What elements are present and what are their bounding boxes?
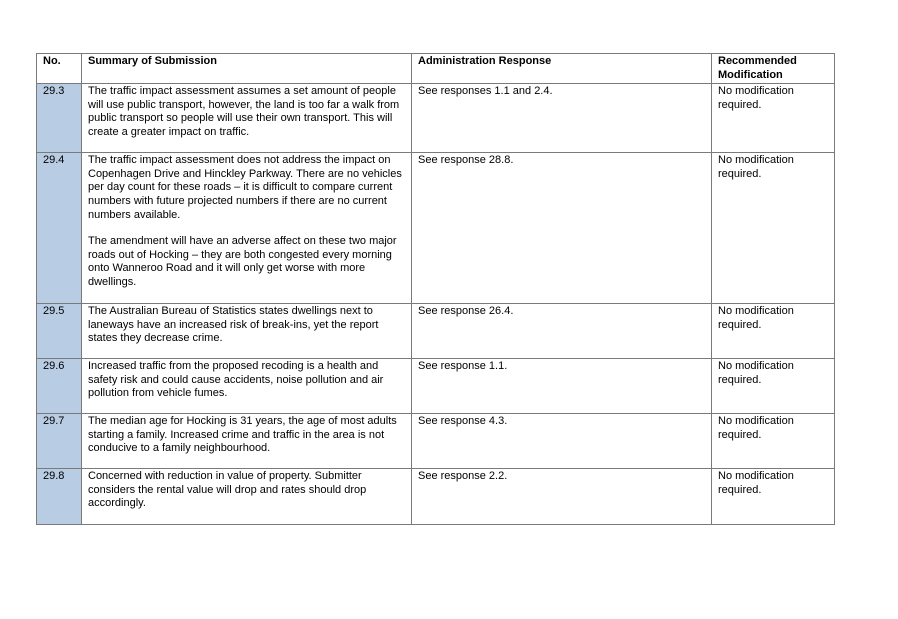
summary-paragraph: The amendment will have an adverse affect on these two major roads out of Hocking – they are both congested every morning onto Wanneroo Road and it will only get worse with more dwellings. — [88, 235, 397, 288]
submissions-table — [36, 53, 835, 525]
table-row — [37, 359, 835, 414]
submission-number: 29.8 — [37, 469, 82, 525]
summary-paragraph: The traffic impact assessment assumes a set amount of people will use public transport, however, the land is too far a walk from public transport so people will use their own transport. This will create a greater impact on traffic. — [88, 85, 400, 138]
submission-summary — [82, 414, 412, 469]
header-modification: Recommended Modification — [712, 54, 835, 84]
submission-number: 29.5 — [37, 304, 82, 359]
administration-response: See response 28.8. — [412, 153, 712, 304]
submission-summary — [82, 469, 412, 525]
submission-number: 29.7 — [37, 414, 82, 469]
administration-response: See response 2.2. — [412, 469, 712, 525]
administration-response: See response 4.3. — [412, 414, 712, 469]
summary-paragraph: The traffic impact assessment does not address the impact on Copenhagen Drive and Hinckley Parkway. There are no vehicles per day count for these roads – it is difficult to compare current numbers with future projected numbers if there are no current numbers available. — [88, 154, 402, 221]
table-header-row — [37, 54, 835, 84]
submission-summary — [82, 359, 412, 414]
recommended-modification: No modification required. — [712, 359, 835, 414]
submission-summary — [82, 84, 412, 153]
recommended-modification: No modification required. — [712, 304, 835, 359]
table-row — [37, 304, 835, 359]
header-response: Administration Response — [412, 54, 712, 84]
recommended-modification: No modification required. — [712, 469, 835, 525]
administration-response: See response 26.4. — [412, 304, 712, 359]
summary-paragraph: Concerned with reduction in value of property. Submitter considers the rental value will drop and rates should drop accordingly. — [88, 470, 367, 510]
table-row — [37, 153, 835, 304]
summary-paragraph: The Australian Bureau of Statistics states dwellings next to laneways have an increased risk of break-ins, yet the report states they decrease crime. — [88, 305, 379, 345]
submission-number: 29.4 — [37, 153, 82, 304]
table-row — [37, 414, 835, 469]
summary-paragraph: The median age for Hocking is 31 years, the age of most adults starting a family. Increased crime and traffic in the area is not conducive to a family neighbourhood. — [88, 415, 397, 455]
submission-number: 29.3 — [37, 84, 82, 153]
header-summary: Summary of Submission — [82, 54, 412, 84]
submission-summary — [82, 153, 412, 304]
recommended-modification: No modification required. — [712, 153, 835, 304]
administration-response: See response 1.1. — [412, 359, 712, 414]
table-row — [37, 469, 835, 525]
submission-number: 29.6 — [37, 359, 82, 414]
header-no: No. — [37, 54, 82, 84]
table-row — [37, 84, 835, 153]
summary-paragraph: Increased traffic from the proposed recoding is a health and safety risk and could cause accidents, noise pollution and air pollution from vehicle fumes. — [88, 360, 384, 400]
recommended-modification: No modification required. — [712, 84, 835, 153]
submission-summary — [82, 304, 412, 359]
recommended-modification: No modification required. — [712, 414, 835, 469]
administration-response: See responses 1.1 and 2.4. — [412, 84, 712, 153]
